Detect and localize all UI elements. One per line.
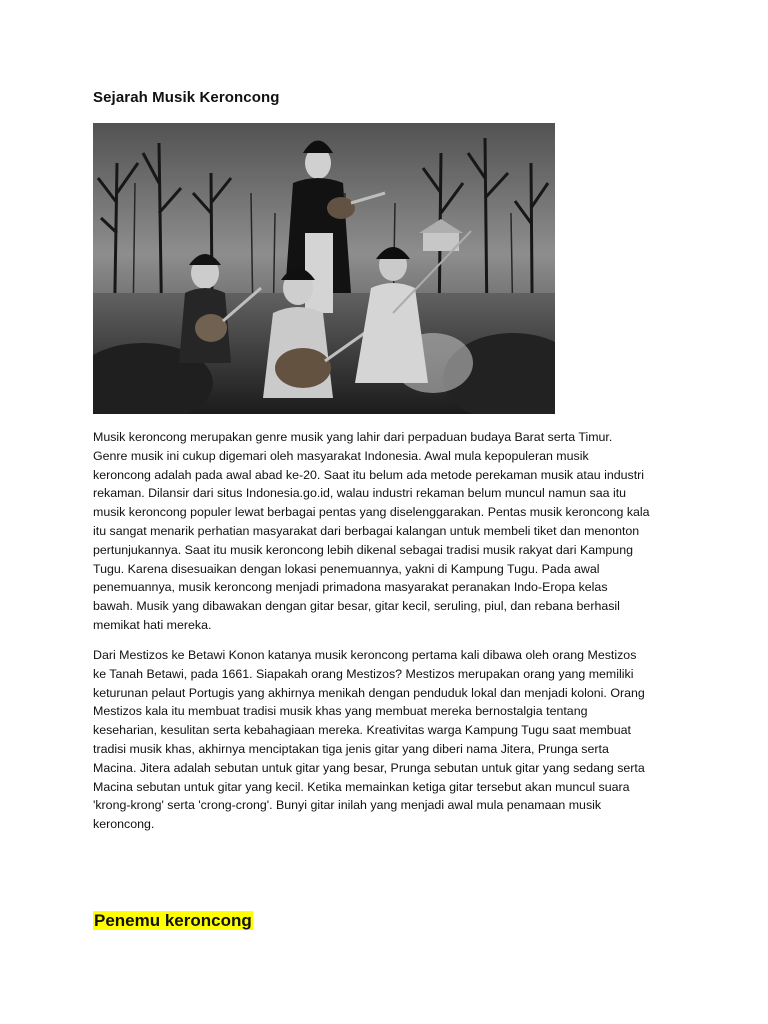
paragraph-line: Tugu. Karena disesuaikan dengan lokasi penemuannya, yakni di Kampung Tugu. Pada awal xyxy=(93,561,600,576)
page-title: Sejarah Musik Keroncong xyxy=(93,89,280,106)
highlighted-heading-text: Penemu keroncong xyxy=(94,911,252,930)
paragraph-line: Macina. Jitera adalah sebutan untuk gitar yang besar, Prunga sebutan untuk gitar yang sedang serta xyxy=(93,760,645,775)
paragraph-line: musik keroncong populer lewat berbagai pentas yang diselenggarakan. Pentas musik keroncong kala xyxy=(93,505,650,520)
paragraph-line: Genre musik ini cukup digemari oleh masyarakat Indonesia. Awal mula kepopuleran musik xyxy=(93,448,589,463)
paragraph-line: Dari Mestizos ke Betawi Konon katanya musik keroncong pertama kali dibawa oleh orang Mestizos xyxy=(93,648,637,662)
paragraph-line: ke Tanah Betawi, pada 1661. Siapakah orang Mestizos? Mestizos merupakan orang yang memiliki xyxy=(93,666,634,681)
paragraph-line: penemuannya, musik keroncong menjadi primadona masyarakat peranakan Indo-Eropa kelas xyxy=(93,580,608,595)
paragraph-mestizos xyxy=(93,646,679,834)
paragraph-line: pertunjukannya. Saat itu musik keroncong lebih dikenal sebagai tradisi musik rakyat dari Kampung xyxy=(93,542,633,557)
paragraph-line: 'krong-krong' serta 'crong-crong'. Bunyi gitar inilah yang menjadi awal mula penamaan musik xyxy=(93,798,602,813)
paragraph-line: keturunan pelaut Portugis yang akhirnya menikah dengan penduduk lokal dan menjadi koloni. Orang xyxy=(93,685,645,700)
paragraph-line: keseharian, kesulitan serta kebahagiaan mereka. Kreativitas warga Kampung Tugu saat membuat xyxy=(93,723,631,738)
paragraph-line: itu sangat menarik perhatian masyarakat dari berbagai kalangan untuk membeli tiket dan menonton xyxy=(93,523,640,538)
paragraph-line: keroncong. xyxy=(93,817,155,832)
paragraph-intro xyxy=(93,428,679,635)
paragraph-line: Mestizos kala itu membuat tradisi musik khas yang membuat mereka bernostalgia tentang xyxy=(93,704,588,719)
historical-photo xyxy=(93,123,555,414)
paragraph-line: memikat hati mereka. xyxy=(93,617,212,632)
paragraph-line: bawah. Musik yang dibawakan dengan gitar besar, gitar kecil, seruling, piul, dan rebana berhasil xyxy=(93,599,620,614)
paragraph-line: tradisi musik khas, akhirnya menciptakan tiga jenis gitar yang diberi nama Jitera, Prunga serta xyxy=(93,741,609,756)
paragraph-line: Musik keroncong merupakan genre musik yang lahir dari perpaduan budaya Barat serta Timur. xyxy=(93,430,613,444)
paragraph-line: Macina sebutan untuk gitar yang kecil. Ketika memainkan ketiga gitar tersebut akan muncul suara xyxy=(93,779,630,794)
paragraph-line: keroncong adalah pada awal abad ke-20. Saat itu belum ada metode perekaman musik atau industri xyxy=(93,467,645,482)
section-heading-penemu xyxy=(93,910,253,932)
paragraph-line: rekaman. Dilansir dari situs Indonesia.go.id, walau industri rekaman belum muncul namun saa itu xyxy=(93,486,627,501)
